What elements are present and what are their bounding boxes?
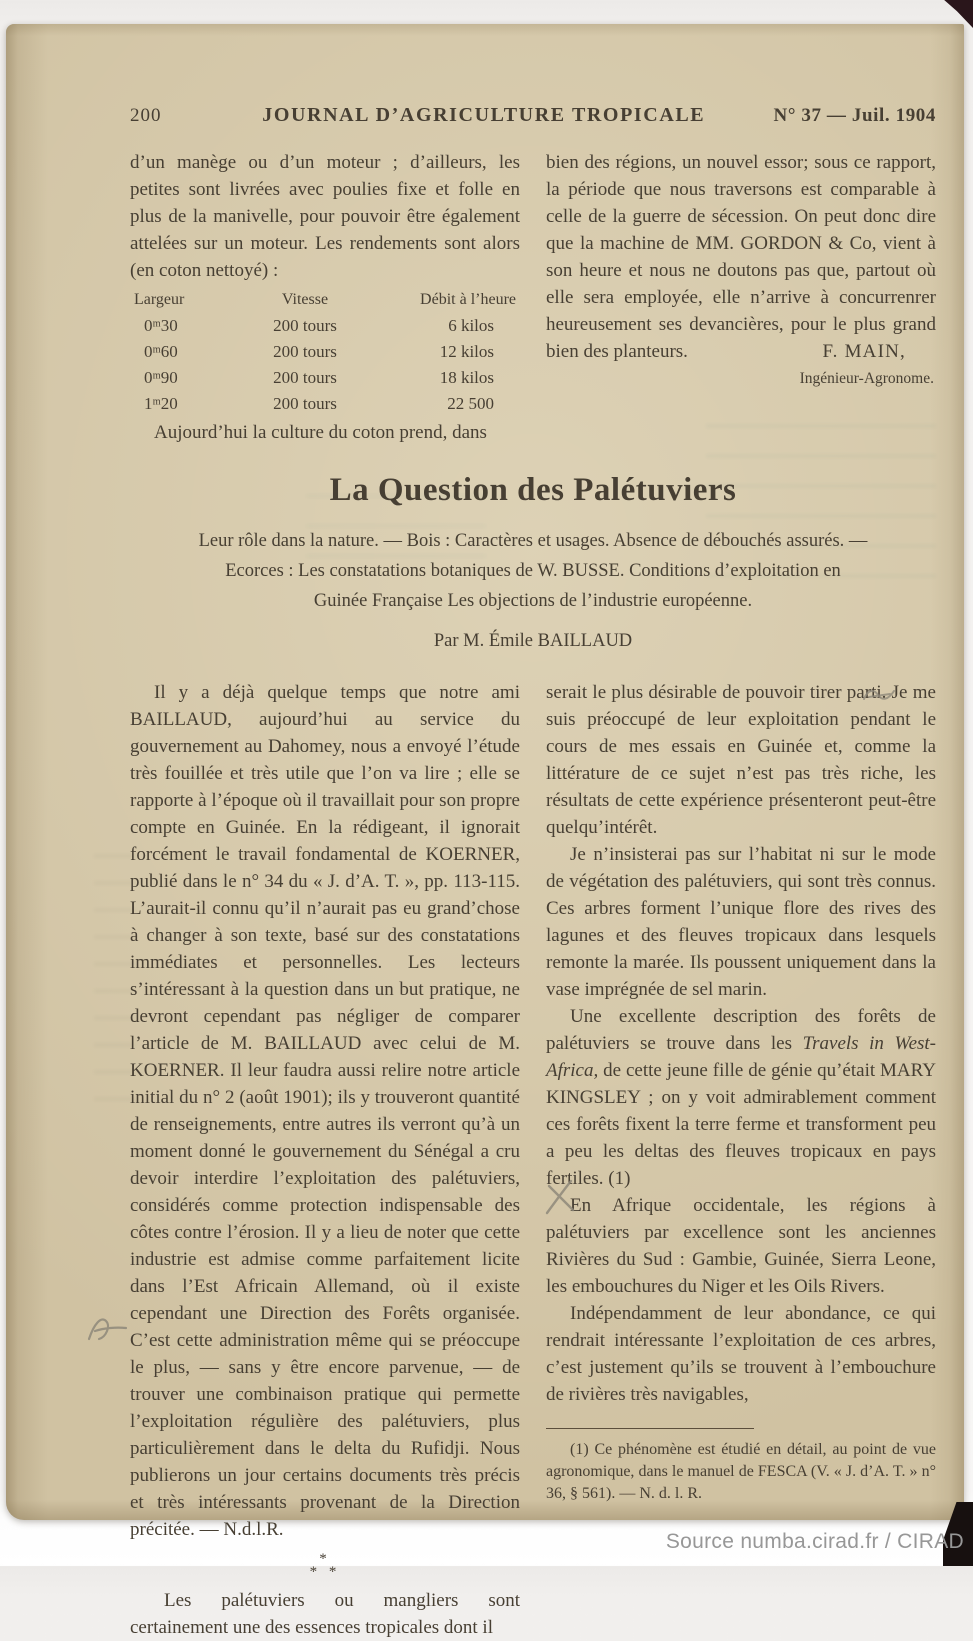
article-subtitle bbox=[130, 526, 936, 616]
author-title: Ingénieur-Agronome. bbox=[799, 370, 934, 387]
page-content bbox=[130, 102, 936, 1641]
journal-title: JOURNAL D’AGRICULTURE TROPICALE bbox=[262, 104, 706, 126]
paragraph: Aujourd’hui la culture du coton prend, dans bbox=[154, 422, 487, 443]
table-cell: 200 tours bbox=[273, 368, 337, 387]
footnote-separator bbox=[546, 1428, 754, 1429]
asterism-top: * bbox=[319, 1551, 331, 1567]
table-cell: 0ᵐ60 bbox=[144, 342, 178, 361]
asterism-bottom: * * bbox=[309, 1564, 341, 1580]
table-cell: 0ᵐ90 bbox=[144, 368, 178, 387]
book-title-italic: Travels in West-Africa, bbox=[546, 1033, 937, 1081]
source-credit: Source numba.cirad.fr / CIRAD bbox=[665, 1530, 964, 1553]
table-header: Débit à l’heure bbox=[420, 291, 516, 308]
paragraph-text: Une excellente description des forêts de palétuviers se trouve dans les bbox=[546, 1006, 936, 1054]
table-cell: 22 500 bbox=[447, 394, 494, 413]
left-column-top bbox=[130, 149, 520, 446]
table-cell: 12 kilos bbox=[439, 342, 494, 361]
paragraph: En Afrique occidentale, les régions à palétuviers par excellence sont les anciennes Rivières du Sud : Gambie, Guinée, Sierra Leone, les embouchures du Niger et les Oils Rivers. bbox=[546, 1195, 936, 1297]
right-column-top bbox=[546, 149, 936, 446]
paragraph: Je n’insisterai pas sur l’habitat ni sur le mode de végétation des palétuviers, qui sont très connus. Ces arbres forment l’unique flore des rives des lagunes et des fleuves tropicaux dans lesquels remonte la marée. Ils poussent uniquement dans la vase imprégnée de sel marin. bbox=[546, 844, 936, 1000]
page-number: 200 bbox=[130, 105, 162, 126]
table-header: Largeur bbox=[134, 291, 185, 308]
table-header: Vitesse bbox=[281, 291, 329, 308]
previous-article-section bbox=[130, 149, 936, 446]
article-body-section bbox=[130, 679, 936, 1641]
right-column-article bbox=[546, 679, 936, 1641]
table-cell: 200 tours bbox=[273, 342, 337, 361]
table-cell: 1ᵐ20 bbox=[144, 394, 178, 413]
subtitle-line: Guinée Française Les objections de l’industrie européenne. bbox=[313, 591, 753, 611]
table-cell: 6 kilos bbox=[448, 316, 494, 335]
paragraph: serait le plus désirable de pouvoir tirer parti. Je me suis préoccupé de leur exploitation pendant le cours de mes essais en Guinée et, comme la littérature de ce sujet n’est pas très riche, les résultats de cette expérience présenteront peut-être quelqu’intérêt. bbox=[546, 682, 936, 838]
footnote: (1) Ce phénomène est étudié en détail, au point de vue agronomique, dans le manuel de FESCA (V. « J. d’A. T. » n° 36, § 561). — N. d. l. R. bbox=[546, 1441, 936, 1502]
paragraph: d’un manège ou d’un moteur ; d’ailleurs, les petites sont livrées avec poulies fixe et folle en plus de la manivelle, pour pouvoir être également attelées sur un moteur. Les rendements sont alors (en coton nettoyé) : bbox=[130, 152, 520, 281]
output-table bbox=[130, 287, 520, 417]
paragraph bbox=[546, 1003, 936, 1192]
editorial-note: Il y a déjà quelque temps que notre ami BAILLAUD, aujourd’hui au service du gouvernement au Dahomey, nous a envoyé l’étude très fouillée et très utile que l’on va lire ; elle se rapporte à l’époque où il travaillait pour son propre compte en Guinée. En la rédigeant, il ignorait forcément le travail fondamental de KOERNER, publié dans le n° 34 du « J. d’A. T. », pp. 113-115. L’aurait-il connu qu’il n’aurait pas eu grand’chose à changer à son texte, basé sur des constatations immédiates et personnelles. Les lecteurs s’intéressant à la question dans un but pratique, ne devront cependant pas négliger de comparer l’article de M. BAILLAUD avec celui de M. KOERNER. Il leur faudra aussi relire notre article initial du n° 2 (août 1901); ils y trouveront quantité de renseignements, entre autres ils verront qu’à un moment donné le gouvernement du Sénégal a cru devoir interdire l’exploitation des palétuviers, considérés comme protection indispensable des côtes contre l’érosion. Il y a lieu de noter que cette industrie est admise comme parfaitement licite dans l’Est Africain Allemand, où il existe cependant une Direction des Forêts organisée. C’est cette administration même qui se préoccupe le plus, — sans y être encore parvenue, — de trouver une combinaison pratique qui permette l’exploitation régulière des palétuviers, plus particulièrement dans le delta du Rufidji. Nous publierons un jour certains documents très précis et très intéressants provenant de la Direction précitée. — N.d.l.R. bbox=[130, 682, 520, 1540]
pencil-mark-margin-loop bbox=[86, 1314, 134, 1346]
subtitle-line: Ecorces : Les constatations botaniques de W. BUSSE. Conditions d’exploitation en bbox=[225, 561, 841, 581]
author-signature: F. MAIN, bbox=[822, 341, 906, 362]
issue-number: N° 37 — Juil. 1904 bbox=[773, 105, 936, 126]
paragraph: Les palétuviers ou mangliers sont certainement une des essences tropicales dont il bbox=[130, 1590, 520, 1638]
table-cell: 200 tours bbox=[273, 316, 337, 335]
table-cell: 200 tours bbox=[273, 394, 337, 413]
paragraph-text: de cette jeune fille de génie qu’était MARY KINGSLEY ; on y voit admirablement comment ces forêts fixent la terre ferme et transforment peu a peu les deltas des fleuves tropicaux en pays fertiles. (1) bbox=[546, 1060, 936, 1189]
asterism-ornament bbox=[130, 1553, 520, 1579]
paragraph: bien des régions, un nouvel essor; sous ce rapport, la période que nous traversons est comparable à celle de la guerre de sécession. On peut donc dire que la machine de MM. GORDON & Co, vient à son heure et nous ne doutons pas que, partout où elle sera employée, elle n’arrive à concurrenrer heureusement ses devancières, pour le plus grand bien des planteurs. bbox=[546, 152, 936, 362]
table-cell: 0ᵐ30 bbox=[144, 316, 178, 335]
paragraph: Indépendamment de leur abondance, ce qui rendrait intéressante l’exploitation de ces arbres, c’est justement qu’ils se trouvent à l’embouchure de rivières très navigables, bbox=[546, 1303, 936, 1405]
left-column-article bbox=[130, 679, 520, 1641]
running-head bbox=[130, 102, 936, 129]
table-cell: 18 kilos bbox=[439, 368, 494, 387]
subtitle-line: Leur rôle dans la nature. — Bois : Caractères et usages. Absence de débouchés assurés. — bbox=[198, 531, 868, 551]
article-title: La Question des Palétuviers bbox=[329, 472, 737, 508]
article-byline: Par M. Émile BAILLAUD bbox=[433, 631, 633, 651]
